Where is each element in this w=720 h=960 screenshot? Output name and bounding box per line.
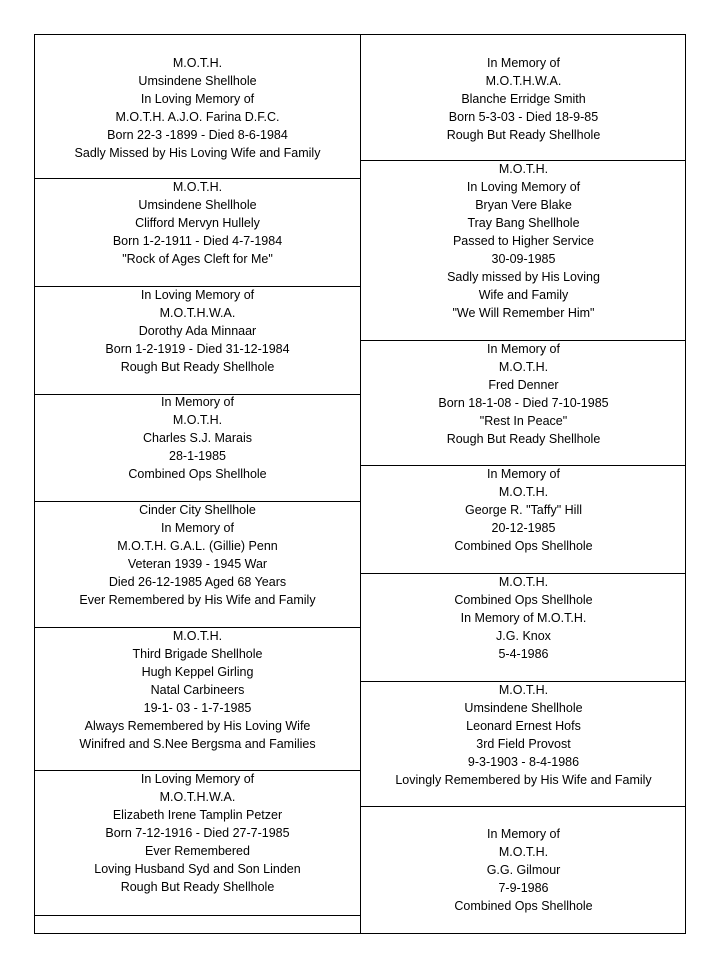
entry-line: George R. "Taffy" Hill	[464, 503, 583, 517]
entry-line: M.O.T.H.	[498, 162, 549, 176]
entry-line: Born 5-3-03 - Died 18-9-85	[448, 110, 599, 124]
memorial-entry-blake	[361, 160, 686, 322]
entry-line: Third Brigade Shellhole	[132, 647, 263, 661]
entry-line: Ever Remembered by His Wife and Family	[79, 593, 316, 607]
memorial-entry-denner	[361, 340, 686, 448]
memorial-entry-penn	[35, 501, 360, 609]
entry-line: Sadly Missed by His Loving Wife and Family	[74, 146, 321, 160]
entry-line: Natal Carbineers	[150, 683, 245, 697]
entry-line: In Memory of	[487, 56, 560, 70]
entry-line: Clifford Mervyn Hullely	[135, 216, 260, 230]
entry-line: M.O.T.H.	[172, 629, 223, 643]
entry-line: 20-12-1985	[491, 521, 556, 535]
entry-line: Winifred and S.Nee Bergsma and Families	[79, 737, 316, 751]
entry-line: M.O.T.H.W.A.	[159, 790, 236, 804]
memorial-entry-hofs	[361, 681, 686, 789]
entry-line: 19-1- 03 - 1-7-1985	[143, 701, 252, 715]
entry-line: In Memory of	[161, 395, 234, 409]
entry-line: G.G. Gilmour	[486, 863, 561, 877]
entry-line: Combined Ops Shellhole	[454, 539, 593, 553]
memorial-entry-minnaar	[35, 286, 360, 376]
entry-line: In Loving Memory of	[140, 92, 255, 106]
entry-line: Ever Remembered	[145, 844, 250, 858]
entry-line: 5-4-1986	[498, 647, 549, 661]
entry-line: M.O.T.H.	[498, 485, 549, 499]
entry-line: Umsindene Shellhole	[464, 701, 583, 715]
entry-line: Born 1-2-1919 - Died 31-12-1984	[105, 342, 290, 356]
entry-line: In Memory of	[487, 827, 560, 841]
entry-line: Rough But Ready Shellhole	[120, 360, 275, 374]
entry-line: J.G. Knox	[496, 629, 551, 643]
entry-line: 3rd Field Provost	[476, 737, 571, 751]
entry-line: Umsindene Shellhole	[138, 198, 257, 212]
memorial-entry-knox	[361, 573, 686, 663]
entry-line: In Memory of	[487, 342, 560, 356]
entry-line: 7-9-1986	[498, 881, 549, 895]
row-divider	[360, 806, 686, 807]
entry-line: Died 26-12-1985 Aged 68 Years	[108, 575, 287, 589]
entry-line: Combined Ops Shellhole	[128, 467, 267, 481]
entry-line: In Memory of	[487, 467, 560, 481]
entry-line: M.O.T.H.	[498, 360, 549, 374]
entry-line: Combined Ops Shellhole	[454, 899, 593, 913]
entry-line: M.O.T.H.	[172, 56, 223, 70]
entry-line: In Loving Memory of	[140, 288, 255, 302]
entry-line: M.O.T.H.	[498, 683, 549, 697]
memorial-entry-gilmour	[361, 825, 686, 915]
entry-line: In Memory of	[161, 521, 234, 535]
entry-line: Combined Ops Shellhole	[454, 593, 593, 607]
entry-line: Sadly missed by His Loving	[447, 270, 600, 284]
entry-line: M.O.T.H. A.J.O. Farina D.F.C.	[115, 110, 280, 124]
entry-line: In Memory of M.O.T.H.	[460, 611, 587, 625]
entry-line: Elizabeth Irene Tamplin Petzer	[112, 808, 283, 822]
entry-line: Hugh Keppel Girling	[141, 665, 254, 679]
memorial-entry-girling	[35, 627, 360, 753]
memorial-entry-petzer	[35, 770, 360, 896]
entry-line: Born 18-1-08 - Died 7-10-1985	[438, 396, 609, 410]
entry-line: Passed to Higher Service	[452, 234, 595, 248]
entry-line: M.O.T.H.	[498, 845, 549, 859]
entry-line: In Loving Memory of	[140, 772, 255, 786]
entry-line: Wife and Family	[478, 288, 569, 302]
memorial-entry-farina	[35, 54, 360, 162]
memorial-entry-hill	[361, 465, 686, 555]
entry-line: Lovingly Remembered by His Wife and Family	[395, 773, 652, 787]
entry-line: Fred Denner	[488, 378, 559, 392]
entry-line: Rough But Ready Shellhole	[120, 880, 275, 894]
entry-line: Born 22-3 -1899 - Died 8-6-1984	[107, 128, 288, 142]
entry-line: 28-1-1985	[169, 449, 226, 463]
entry-line: Rough But Ready Shellhole	[446, 432, 601, 446]
entry-line: Leonard Ernest Hofs	[466, 719, 581, 733]
entry-line: M.O.T.H.	[172, 180, 223, 194]
entry-line: 9-3-1903 - 8-4-1986	[467, 755, 580, 769]
entry-line: Always Remembered by His Loving Wife	[84, 719, 311, 733]
entry-line: Charles S.J. Marais	[142, 431, 253, 445]
entry-line: "We Will Remember Him"	[452, 306, 595, 320]
memorial-entry-hullely	[35, 178, 360, 268]
entry-line: "Rest In Peace"	[479, 414, 568, 428]
entry-line: Tray Bang Shellhole	[467, 216, 580, 230]
entry-line: Rough But Ready Shellhole	[446, 128, 601, 142]
entry-line: M.O.T.H. G.A.L. (Gillie) Penn	[117, 539, 278, 553]
entry-line: Dorothy Ada Minnaar	[138, 324, 257, 338]
memorial-entry-marais	[35, 393, 360, 483]
entry-line: Umsindene Shellhole	[138, 74, 257, 88]
entry-line: "Rock of Ages Cleft for Me"	[122, 252, 273, 266]
entry-line: Bryan Vere Blake	[475, 198, 572, 212]
entry-line: M.O.T.H.	[172, 413, 223, 427]
entry-line: M.O.T.H.	[498, 575, 549, 589]
entry-line: M.O.T.H.W.A.	[159, 306, 236, 320]
entry-line: In Loving Memory of	[466, 180, 581, 194]
entry-line: M.O.T.H.W.A.	[485, 74, 562, 88]
entry-line: Blanche Erridge Smith	[461, 92, 586, 106]
entry-line: Born 1-2-1911 - Died 4-7-1984	[112, 234, 283, 248]
memorial-entry-smith	[361, 54, 686, 144]
entry-line: Loving Husband Syd and Son Linden	[94, 862, 301, 876]
entry-line: Cinder City Shellhole	[139, 503, 256, 517]
row-divider	[34, 915, 361, 916]
entry-line: 30-09-1985	[491, 252, 556, 266]
entry-line: Veteran 1939 - 1945 War	[127, 557, 268, 571]
entry-line: Born 7-12-1916 - Died 27-7-1985	[105, 826, 290, 840]
